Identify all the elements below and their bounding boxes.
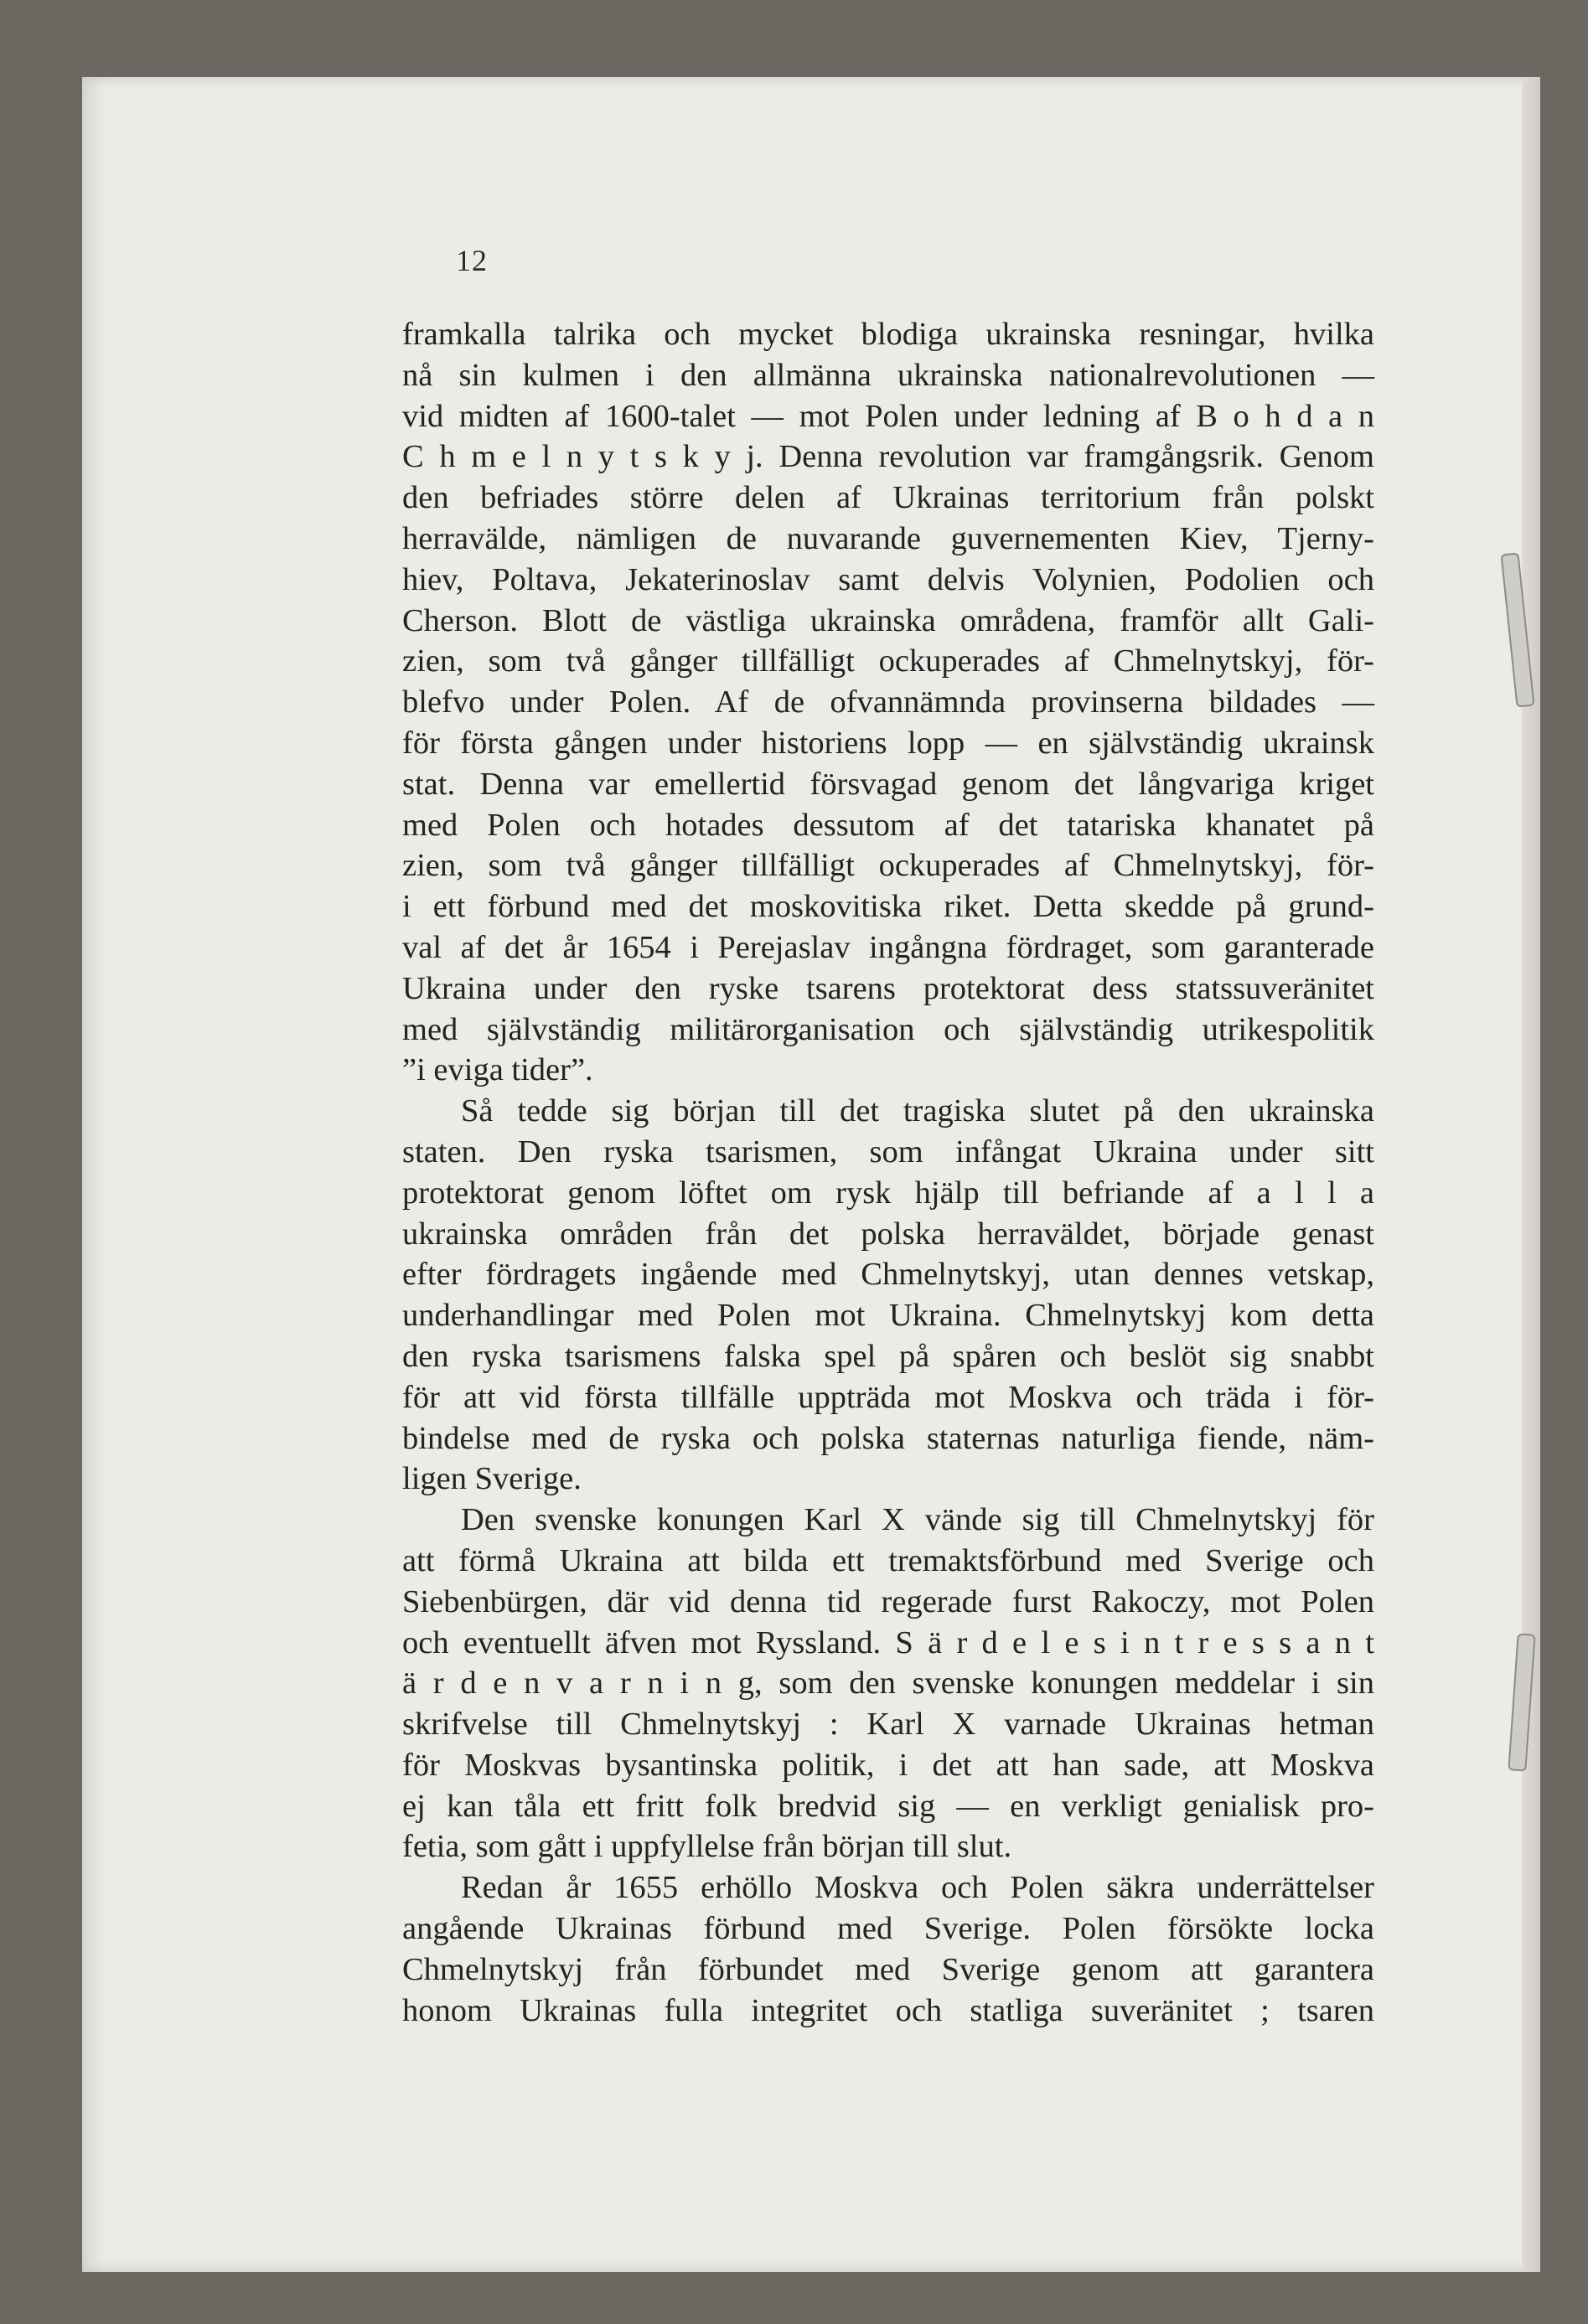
text-line: ä r d e n v a r n i n g, som den svenske konungen meddelar i sin (402, 1666, 1374, 1702)
page-edge (1540, 92, 1588, 2270)
text-line: Den svenske konungen Karl X vände sig till Chmelnytskyj för (461, 1502, 1374, 1538)
text-line: honom Ukrainas fulla integritet och statliga suveränitet ; tsaren (402, 1992, 1374, 2028)
text-line: med självständig militärorganisation och självständig utrikespolitik (402, 1011, 1374, 1047)
text-line: val af det år 1654 i Perejaslav ingångna fördraget, som garanterade (402, 929, 1374, 965)
text-line: herravälde, nämligen de nuvarande guvernementen Kiev, Tjerny- (402, 520, 1374, 556)
text-line: angående Ukrainas förbund med Sverige. Polen försökte locka (402, 1911, 1374, 1947)
text-line: blefvo under Polen. Af de ofvannämnda provinserna bildades — (402, 684, 1374, 720)
text-line: den befriades större delen af Ukrainas territorium från polskt (402, 480, 1374, 516)
text-line: Chmelnytskyj från förbundet med Sverige genom att garantera (402, 1951, 1374, 1987)
text-line: zien, som två gånger tillfälligt ockuperades af Chmelnytskyj, för- (402, 643, 1374, 679)
text-line: C h m e l n y t s k y j. Denna revolution var framgångsrik. Genom (402, 439, 1374, 475)
text-line: ligen Sverige. (402, 1461, 582, 1497)
page-number: 12 (456, 244, 488, 277)
text-line: i ett förbund med det moskovitiska riket. Detta skedde på grund- (402, 889, 1374, 925)
text-line: Cherson. Blott de västliga ukrainska områdena, framför allt Gali- (402, 602, 1374, 638)
text-line: zien, som två gånger tillfälligt ockuperades af Chmelnytskyj, för- (402, 848, 1374, 884)
text-line: efter fördragets ingående med Chmelnytskyj, utan dennes vetskap, (402, 1257, 1374, 1293)
text-line: för att vid första tillfälle uppträda mot Moskva och träda i för- (402, 1379, 1374, 1415)
text-line: med Polen och hotades dessutom af det tatariska khanatet på (402, 807, 1374, 843)
text-line: fetia, som gått i uppfyllelse från början till slut. (402, 1829, 1012, 1865)
page-gutter (1522, 77, 1540, 2272)
text-line: ”i eviga tider”. (402, 1052, 593, 1088)
text-line: ej kan tåla ett fritt folk bredvid sig — en verkligt genialisk pro- (402, 1788, 1374, 1824)
text-line: ukrainska områden från det polska herraväldet, började genast (402, 1216, 1374, 1252)
text-line: och eventuellt äfven mot Ryssland. S ä r d e l e s i n t r e s s a n t (402, 1624, 1374, 1660)
text-line: Ukraina under den ryske tsarens protektorat dess statssuveränitet (402, 970, 1374, 1006)
text-line: hiev, Poltava, Jekaterinoslav samt delvis Volynien, Podolien och (402, 561, 1374, 597)
text-line: den ryska tsarismens falska spel på spåren och beslöt sig snabbt (402, 1338, 1374, 1374)
text-line: staten. Den ryska tsarismen, som infångat Ukraina under sitt (402, 1134, 1374, 1170)
text-line: att förmå Ukraina att bilda ett tremaktsförbund med Sverige och (402, 1542, 1374, 1578)
text-line: skrifvelse till Chmelnytskyj : Karl X varnade Ukrainas hetman (402, 1707, 1374, 1743)
body-text (402, 314, 1374, 2031)
text-line: protektorat genom löftet om rysk hjälp till befriande af a l l a (402, 1175, 1374, 1211)
text-line: vid midten af 1600-talet — mot Polen under ledning af B o h d a n (402, 398, 1374, 434)
text-line: underhandlingar med Polen mot Ukraina. Chmelnytskyj kom detta (402, 1298, 1374, 1334)
text-line: stat. Denna var emellertid försvagad genom det långvariga kriget (402, 766, 1374, 802)
text-line: framkalla talrika och mycket blodiga ukrainska resningar, hvilka (402, 317, 1374, 352)
text-line: Redan år 1655 erhöllo Moskva och Polen säkra underrättelser (461, 1870, 1374, 1906)
text-line: Siebenbürgen, där vid denna tid regerade furst Rakoczy, mot Polen (402, 1583, 1374, 1619)
text-line: nå sin kulmen i den allmänna ukrainska nationalrevolutionen — (402, 357, 1374, 393)
text-line: för första gången under historiens lopp — en självständig ukrainsk (402, 725, 1374, 761)
text-line: för Moskvas bysantinska politik, i det att han sade, att Moskva (402, 1747, 1374, 1783)
text-line: Så tedde sig början till det tragiska slutet på den ukrainska (461, 1093, 1374, 1129)
text-line: bindelse med de ryska och polska staternas naturliga fiende, näm- (402, 1420, 1374, 1456)
